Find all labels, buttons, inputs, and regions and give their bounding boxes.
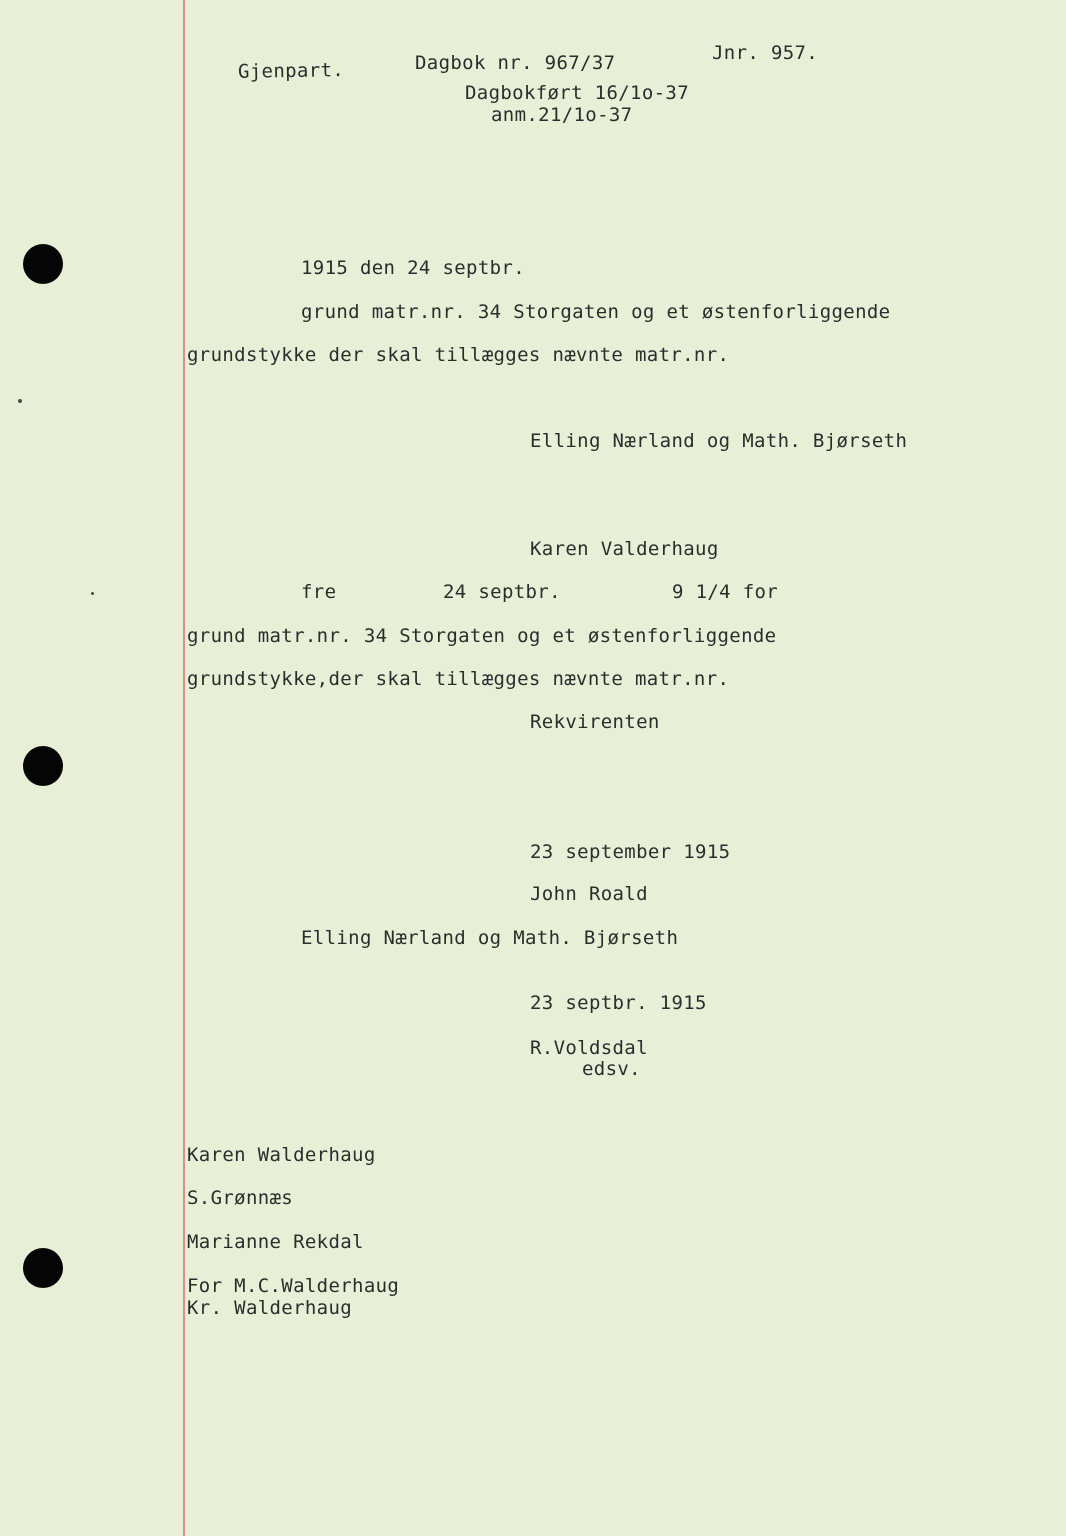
entry-date: 1915 den 24 septbr. (301, 257, 525, 279)
party-names: Elling Nærland og Math. Bjørseth (301, 927, 679, 949)
property-description-line: grund matr.nr. 34 Storgaten og et østenforliggende (301, 301, 891, 323)
signature-date: 23 september 1915 (530, 841, 731, 863)
punch-hole-middle (23, 746, 63, 786)
registration-note: Dagbokført 16/1o-37 (465, 82, 689, 104)
property-description-line: grund matr.nr. 34 Storgaten og et østenforliggende (187, 625, 777, 647)
official-title: edsv. (582, 1058, 641, 1080)
signatory-name: S.Grønnæs (187, 1187, 294, 1209)
property-description-line: grundstykke der skal tillægges nævnte matr.nr. (187, 344, 730, 366)
signatory-name: Marianne Rekdal (187, 1231, 364, 1253)
party-names: Elling Nærland og Math. Bjørseth (530, 430, 908, 452)
paper-speck (91, 592, 94, 595)
signatory-name: For M.C.Walderhaug (187, 1275, 400, 1297)
annotation-note: anm.21/1o-37 (491, 104, 633, 126)
paper-speck (18, 399, 22, 403)
entry-time: 9 1/4 for (672, 581, 779, 603)
signature-date: 23 septbr. 1915 (530, 992, 707, 1014)
official-name: R.Voldsdal (530, 1037, 648, 1059)
entry-date: 24 septbr. (443, 581, 561, 603)
witness-name: John Roald (530, 883, 648, 905)
left-margin-rule (183, 0, 185, 1536)
from-word: fre (301, 581, 337, 603)
signatory-name: Karen Walderhaug (187, 1144, 376, 1166)
signatory-name: Kr. Walderhaug (187, 1297, 353, 1319)
property-description-line: grundstykke,der skal tillægges nævnte matr.nr. (187, 668, 730, 690)
requester-name: Karen Valderhaug (530, 538, 719, 560)
diary-number: Dagbok nr. 967/37 (415, 52, 616, 74)
requester-label: Rekvirenten (530, 711, 660, 733)
punch-hole-bottom (23, 1248, 63, 1288)
journal-number: Jnr. 957. (712, 42, 819, 64)
punch-hole-top (23, 244, 63, 284)
copy-label: Gjenpart. (237, 59, 345, 83)
